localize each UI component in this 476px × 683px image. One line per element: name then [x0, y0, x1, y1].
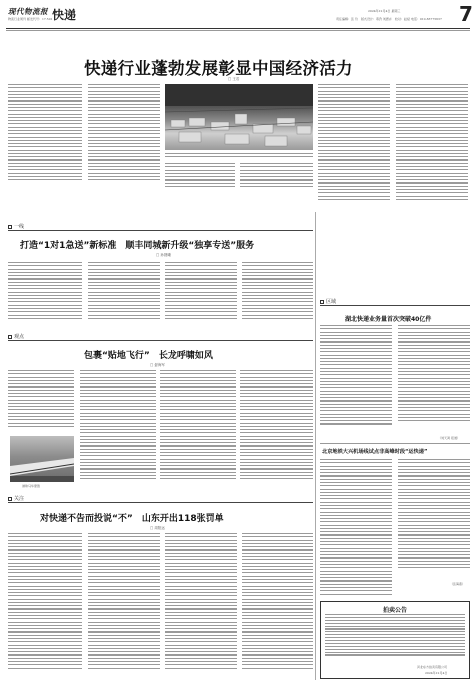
lead-col-5 — [318, 84, 390, 210]
article4-col-4 — [242, 533, 313, 679]
article2-byline: □ 孙捷曦 — [156, 253, 171, 257]
article6-headline: 北京地铁大兴机场线试点非高峰时段“运快递” — [322, 449, 428, 455]
lead-byline: □ 王若 — [228, 77, 240, 81]
article3-photo — [10, 436, 74, 482]
lead-col-6 — [396, 84, 468, 210]
edit-line: 责任编辑：张 玲 版式设计：莫孜 刘德卉 校对：赵斌 电话：010-83775637 — [336, 17, 442, 21]
article3-col-1 — [80, 370, 156, 490]
square-box-icon — [8, 497, 12, 501]
masthead-rule-thin — [6, 30, 470, 31]
article4-byline: □ 周阳远 — [150, 526, 165, 530]
article2-col-4 — [242, 262, 313, 326]
article2-col-1 — [8, 262, 82, 326]
notice-signer: 河北东方拍卖有限公司 — [417, 665, 448, 669]
masthead-rule — [6, 28, 470, 29]
square-box-icon — [320, 300, 324, 304]
article4-col-3 — [165, 533, 237, 679]
article3-tag: 观点 — [8, 333, 313, 340]
article2-headline: 打造“1对1急送”新标准 顺丰同城新升级“独享专送”服务 — [20, 241, 255, 251]
article5-tag: 区域 — [320, 298, 470, 305]
article6-rule — [320, 443, 470, 444]
article3-headline: 包裹“贴地飞行” 长龙呼啸如风 — [84, 351, 213, 361]
article2-col-3 — [165, 262, 237, 326]
square-box-icon — [8, 225, 12, 229]
warehouse-photo-graphic — [165, 84, 313, 150]
lead-photo-caption — [165, 153, 313, 161]
article5-headline: 湖北快递业务量首次突破40亿件 — [345, 316, 432, 323]
article4-col-2 — [88, 533, 160, 679]
article3-col-2 — [160, 370, 236, 490]
lead-photo — [165, 84, 313, 150]
paper-name: 现代物流报 — [8, 7, 48, 16]
notice-signer-date: 2024年12月4日 — [425, 671, 448, 675]
article3-pullquote — [8, 370, 74, 434]
article6-credit: （张海燕） — [450, 582, 466, 586]
article4-col-1 — [8, 533, 82, 679]
notice-body — [325, 614, 465, 662]
article4-headline: 对快递不告而投说“不” 山东开出118张罚单 — [40, 514, 224, 524]
column-divider — [315, 212, 316, 680]
article3-col-3 — [240, 370, 313, 490]
auction-notice-box — [320, 601, 470, 679]
lead-col-4 — [240, 163, 313, 191]
article6-col-2 — [398, 459, 470, 581]
article4-tag: 关注 — [8, 495, 313, 502]
article6-col-1 — [320, 459, 392, 609]
square-box-icon — [8, 335, 12, 339]
article3-photo-caption: 港珠马华蒙胜 — [22, 484, 41, 488]
lead-col-3 — [165, 163, 235, 191]
page-number: 7 — [459, 2, 473, 26]
article5-credit: （刘天鸿 报道） — [438, 436, 460, 440]
issue-date: 2024年12月4日 星期三 — [368, 9, 401, 13]
article5-col-2 — [398, 325, 470, 435]
article3-byline: □ 晏海军 — [150, 363, 165, 367]
lead-col-1 — [8, 84, 82, 190]
article2-tag: 一线 — [8, 223, 313, 230]
notice-title: 拍卖公告 — [382, 607, 407, 614]
lead-col-2 — [88, 84, 160, 190]
paper-sub: 物流行业周刊 邮发代号：17-501 — [8, 17, 53, 21]
article5-col-1 — [320, 325, 392, 435]
article2-col-2 — [88, 262, 160, 326]
section-title: 快递 — [52, 8, 77, 22]
lead-headline: 快递行业蓬勃发展彰显中国经济活力 — [84, 59, 353, 78]
train-photo-graphic — [10, 436, 74, 482]
